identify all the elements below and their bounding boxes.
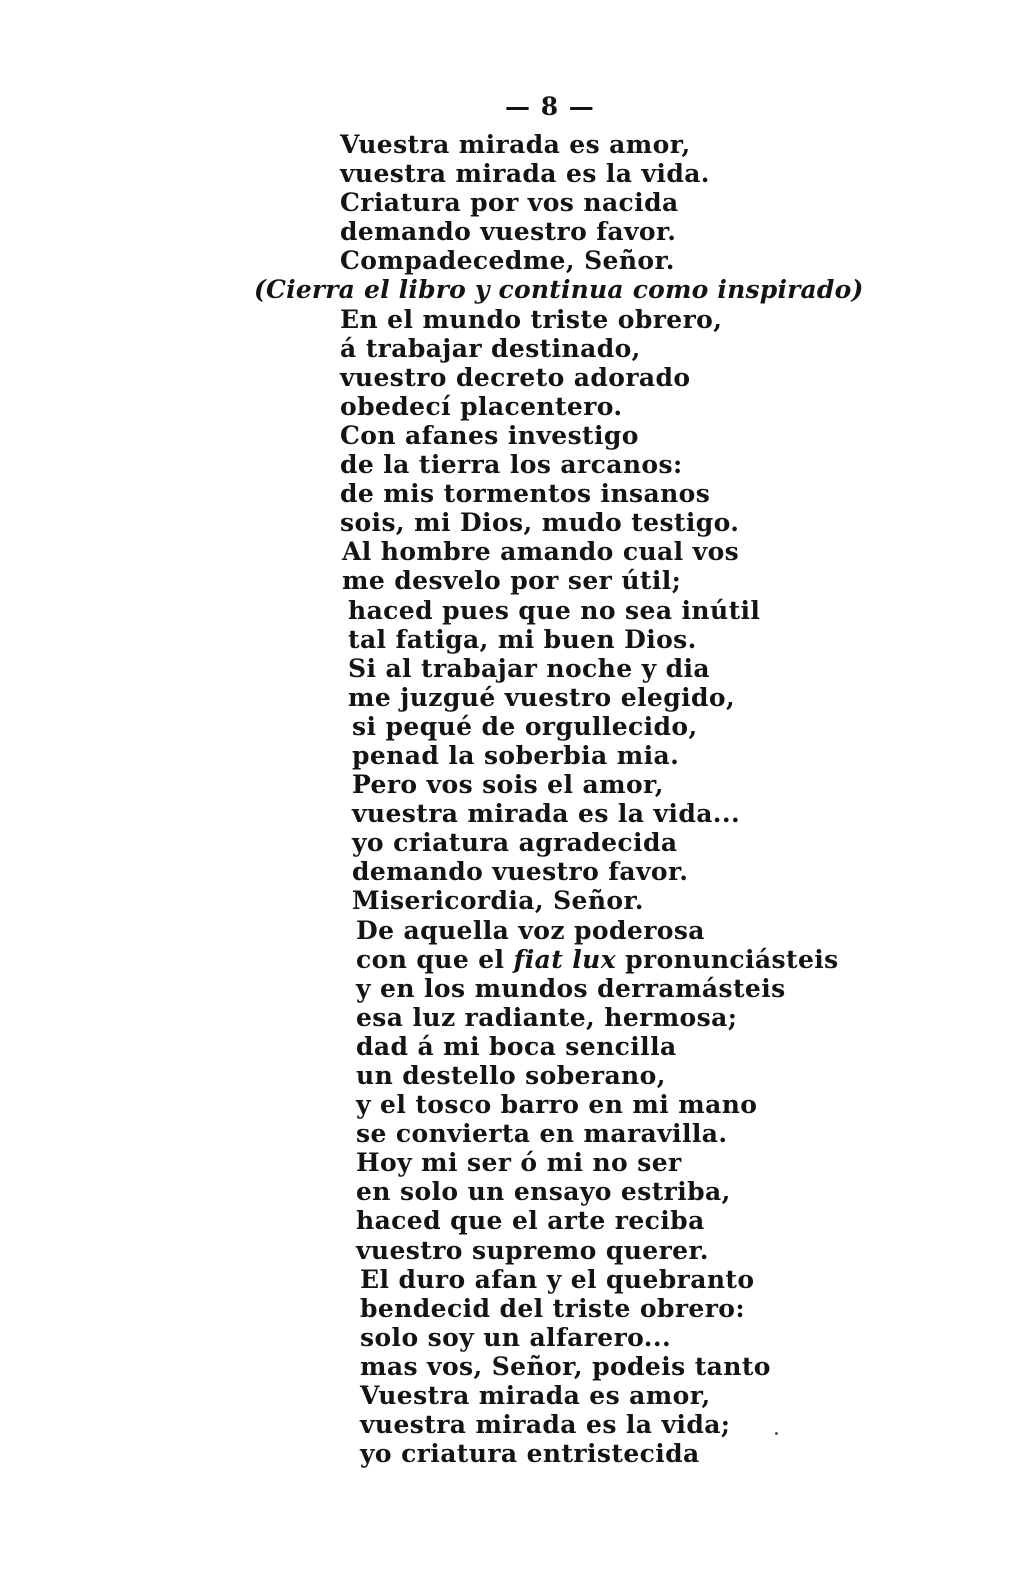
verse-line: Criatura por vos nacida	[340, 188, 679, 218]
verse-line: demando vuestro favor.	[352, 857, 689, 887]
verse-line: vuestra mirada es la vida...	[352, 799, 741, 829]
verse-line: Al hombre amando cual vos	[342, 537, 740, 567]
verse-line: haced pues que no sea inútil	[348, 595, 761, 625]
verse-line: En el mundo triste obrero,	[340, 304, 723, 334]
page-number: — 8 —	[505, 92, 595, 121]
poem-verse	[254, 130, 864, 1469]
verse-line: solo soy un alfarero...	[360, 1322, 672, 1352]
verse-line: en solo un ensayo estriba,	[356, 1177, 731, 1207]
verse-line: demando vuestro favor.	[340, 217, 677, 247]
verse-line: sois, mi Dios, mudo testigo.	[340, 508, 740, 538]
verse-line: Vuestra mirada es amor,	[340, 130, 691, 159]
verse-line: con que el fiat lux pronunciásteis	[356, 944, 839, 974]
verse-line: Con afanes investigo	[340, 420, 639, 450]
italic-latin-phrase: fiat lux	[513, 944, 617, 974]
verse-line: Pero vos sois el amor,	[352, 770, 664, 800]
verse-line: se convierta en maravilla.	[356, 1119, 728, 1149]
verse-line: haced que el arte reciba	[356, 1206, 705, 1236]
verse-line: De aquella voz poderosa	[356, 915, 705, 945]
verse-line: bendecid del triste obrero:	[360, 1293, 745, 1323]
verse-line: Compadecedme, Señor.	[340, 246, 675, 276]
verse-line: un destello soberano,	[356, 1061, 666, 1090]
verse-line: dad á mi boca sencilla	[356, 1031, 677, 1061]
verse-line: El duro afan y el quebranto	[360, 1264, 755, 1294]
verse-line: me juzgué vuestro elegido,	[348, 682, 736, 712]
verse-line: obedecí placentero.	[340, 391, 623, 421]
verse-line: de la tierra los arcanos:	[340, 450, 683, 480]
verse-line: vuestro decreto adorado	[340, 362, 691, 392]
verse-line: vuestro supremo querer.	[356, 1235, 709, 1265]
verse-line: yo criatura entristecida	[360, 1439, 700, 1469]
verse-line: penad la soberbia mia.	[352, 740, 680, 770]
verse-line: Hoy mi ser ó mi no ser	[356, 1148, 682, 1178]
ink-speck	[775, 1432, 778, 1435]
verse-line: y en los mundos derramásteis	[356, 973, 786, 1003]
verse-line: esa luz radiante, hermosa;	[356, 1002, 738, 1032]
verse-line: mas vos, Señor, podeis tanto	[360, 1351, 771, 1381]
verse-line: yo criatura agradecida	[352, 828, 678, 858]
verse-line: vuestra mirada es la vida;	[360, 1410, 731, 1440]
verse-line: tal fatiga, mi buen Dios.	[348, 624, 697, 654]
verse-line: vuestra mirada es la vida.	[340, 159, 710, 189]
verse-line: si pequé de orgullecido,	[352, 711, 698, 741]
verse-line: de mis tormentos insanos	[340, 479, 711, 509]
verse-line: Vuestra mirada es amor,	[360, 1381, 711, 1411]
stage-direction: (Cierra el libro y continua como inspirado)	[254, 275, 864, 305]
verse-line: Misericordia, Señor.	[352, 886, 644, 916]
verse-line: Si al trabajar noche y dia	[348, 653, 711, 683]
verse-line: y el tosco barro en mi mano	[356, 1090, 758, 1120]
verse-line: me desvelo por ser útil;	[342, 566, 682, 596]
verse-line: á trabajar destinado,	[340, 333, 641, 363]
